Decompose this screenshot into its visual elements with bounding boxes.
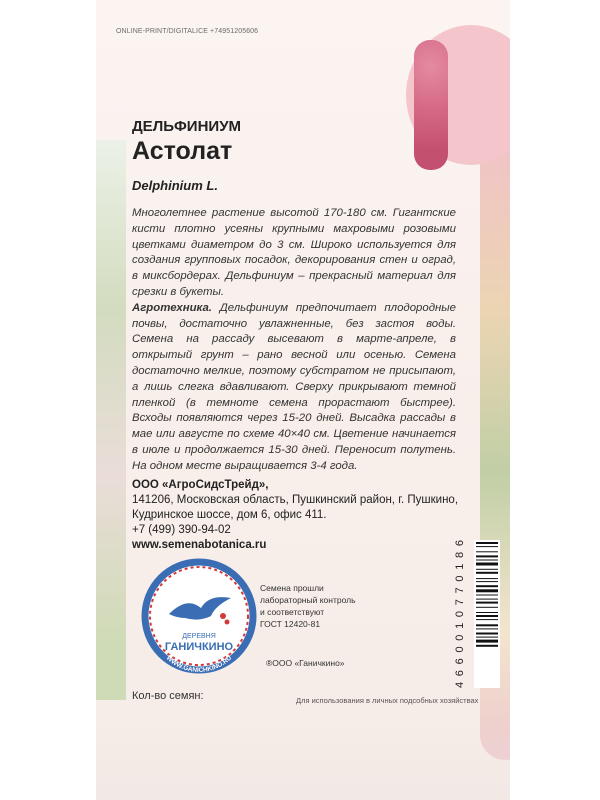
seed-packet [96, 0, 510, 800]
barcode-bar [476, 607, 498, 608]
barcode-bar [476, 595, 498, 596]
barcode-bar [476, 615, 498, 617]
cert-line4: ГОСТ 12420-81 [260, 619, 321, 629]
cert-line2: лабораторный контроль [260, 595, 356, 605]
copyright-text: ®ООО «Ганичкино» [266, 658, 345, 668]
barcode-bar [476, 563, 498, 566]
barcode-bar [476, 551, 498, 552]
barcode-bar [476, 572, 498, 574]
barcode-bar [476, 599, 498, 600]
barcode-bar [476, 602, 498, 604]
company-address-line1: 141206, Московская область, Пушкинский район, г. Пушкино, [132, 494, 459, 506]
barcode-bar [476, 645, 498, 647]
barcode-bar [476, 628, 498, 629]
barcode-bar [476, 542, 498, 544]
barcode-bar [476, 633, 498, 635]
company-info [132, 478, 458, 553]
certification-block [260, 582, 356, 630]
private-use-note: Для использования в личных подсобных хозяйствах [296, 696, 479, 705]
delphinium-flower-image [414, 40, 448, 170]
barcode-bar [476, 624, 498, 626]
agrotechnics-text: Дельфиниум предпочитает плодородные почвы, достаточно увлажненные, без застоя воды. Семена на рассаду высевают в марте-апреле, в открытый грунт – рано весной или осенью. Семена достаточно мелкие, поэтому субстратом не присыпают, а лишь слегка вдавливают. Сверху прикрывают темной пленкой (в темноте семена прорастают быстрее). Всходы появляются через 15-20 дней. Высадка рассады в мае или августе по схеме 40×40 см. Цветение начинается в июле и продолжается 15-30 дней. Переносит полутень. На одном месте выращивается 3-4 года. [132, 301, 456, 472]
description-block [132, 206, 456, 475]
company-website: www.semenabotanica.ru [132, 539, 267, 551]
barcode-bar [476, 546, 498, 547]
barcode-number: 4660010770186 [454, 540, 466, 688]
logo-main-text: ГАНИЧКИНО [164, 641, 234, 653]
cert-line3: и соответствуют [260, 607, 325, 617]
barcode-bar [476, 585, 498, 587]
company-address-line2: Кудринское шоссе, дом 6, офис 411. [132, 509, 327, 521]
variety-title: Астолат [132, 137, 233, 165]
agrotechnics-title: Агротехника. [132, 301, 212, 314]
print-info: ONLINE-PRINT/DIGITALICE +74951205606 [116, 28, 259, 35]
barcode-bar [476, 619, 498, 620]
background-foliage-left [96, 140, 126, 700]
barcode-bar [476, 640, 498, 643]
barcode-bar [476, 581, 498, 582]
barcode-bar [476, 578, 498, 579]
barcode [474, 540, 500, 688]
barcode-bar [476, 569, 498, 570]
packet-bottom-fade [96, 720, 510, 800]
cert-line1: Семена прошли [260, 583, 324, 593]
berry-icon [220, 613, 226, 619]
seed-quantity-label: Кол-во семян: [132, 690, 204, 702]
company-phone: +7 (499) 390-94-02 [132, 524, 231, 536]
description-text: Многолетнее растение высотой 170-180 см. Гигантские кисти плотно усеяны крупными махровыми розовыми цветками диаметром до 3 см. Широко используется для создания групповых посадок, декорирования стен и оград, в миксбордерах. Дельфиниум – прекрасный материал для срезки в букеты. [132, 207, 456, 298]
ganichkino-logo [139, 556, 259, 676]
plant-category-title: ДЕЛЬФИНИУМ [132, 118, 242, 135]
barcode-bar [476, 560, 498, 561]
barcode-bar [476, 637, 498, 638]
barcode-digits [449, 538, 469, 688]
company-name: ООО «АгроСидсТрейд», [132, 479, 269, 491]
barcode-bar [476, 555, 498, 557]
barcode-bar [476, 612, 498, 613]
logo-top-text: ДЕРЕВНЯ [182, 633, 216, 640]
logo-ring-text: WWW.GANICHKINO.RU [164, 654, 234, 675]
barcode-bar [476, 589, 498, 592]
latin-name: Delphinium L. [132, 178, 218, 193]
